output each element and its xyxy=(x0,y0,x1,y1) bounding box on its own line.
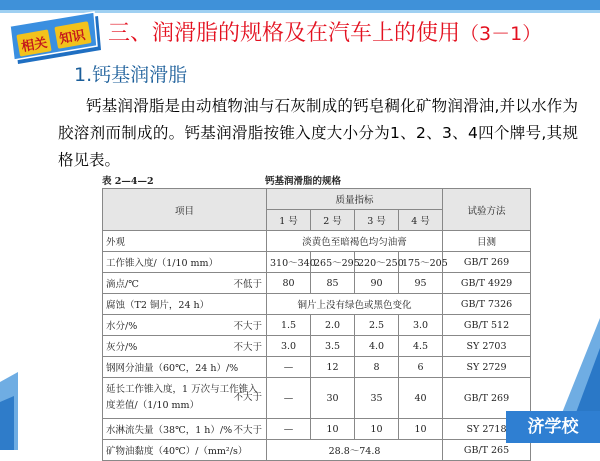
row-item xyxy=(103,252,267,273)
grade-4-value: 6 xyxy=(399,357,443,378)
slide-title xyxy=(108,16,541,47)
grade-4-value: 10 xyxy=(399,419,443,440)
row-test-method: GB/T 269 xyxy=(443,252,531,273)
row-item xyxy=(103,357,267,378)
row-item xyxy=(103,315,267,336)
section-heading: 1.钙基润滑脂 xyxy=(74,64,188,86)
spec-table-figure xyxy=(102,170,530,457)
badge-text-1: 相关 xyxy=(20,35,49,56)
row-item-label: 水淋流失量（38℃，1 h）/% xyxy=(106,425,233,436)
row-test-method: GB/T 4929 xyxy=(443,273,531,294)
row-spanned-value: 淡黄色至暗褐色均匀油膏 xyxy=(267,231,443,252)
header-quality: 质量指标 xyxy=(267,189,443,210)
header-grade-2: 2 号 xyxy=(311,210,355,231)
table-row xyxy=(103,252,531,273)
row-test-method: GB/T 265 xyxy=(443,440,531,461)
grade-3-value: 4.0 xyxy=(355,336,399,357)
header-grade-1: 1 号 xyxy=(267,210,311,231)
grade-2-value: 3.5 xyxy=(311,336,355,357)
grade-3-value: 10 xyxy=(355,419,399,440)
row-item xyxy=(103,419,267,440)
grade-3-value: 220～250 xyxy=(355,252,399,273)
row-condition: 不大于 xyxy=(233,392,262,403)
row-spanned-value: 铜片上没有绿色或黑色变化 xyxy=(267,294,443,315)
grade-3-value: 35 xyxy=(355,378,399,419)
corner-decoration-left xyxy=(0,372,18,450)
intro-paragraph: 钙基润滑脂是由动植物油与石灰制成的钙皂稠化矿物润滑油,并以水作为胶溶剂而制成的。钙基润滑脂按锥入度大小分为1、2、3、4四个牌号,其规格见表。 xyxy=(58,97,578,169)
row-test-method: SY 2729 xyxy=(443,357,531,378)
header-grade-3: 3 号 xyxy=(355,210,399,231)
grade-3-value: 8 xyxy=(355,357,399,378)
grade-2-value: 2.0 xyxy=(311,315,355,336)
grade-1-value: 1.5 xyxy=(267,315,311,336)
row-item xyxy=(103,273,267,294)
table-row xyxy=(103,357,531,378)
table-row xyxy=(103,336,531,357)
table-row xyxy=(103,315,531,336)
grade-4-value: 3.0 xyxy=(399,315,443,336)
row-item-label: 灰分/% xyxy=(106,342,138,353)
top-stripe xyxy=(0,0,600,10)
table-row xyxy=(103,419,531,440)
row-condition: 不大于 xyxy=(233,321,262,332)
row-item-label: 工作锥入度/（1/10 mm） xyxy=(106,258,219,269)
grade-4-value: 95 xyxy=(399,273,443,294)
grade-2-value: 265～295 xyxy=(311,252,355,273)
badge-text-2: 知识 xyxy=(58,27,87,48)
grade-1-value: 310～340 xyxy=(267,252,311,273)
grade-2-value: 30 xyxy=(311,378,355,419)
grade-2-value: 10 xyxy=(311,419,355,440)
grade-1-value: — xyxy=(267,378,311,419)
table-row xyxy=(103,378,531,419)
header-item: 项目 xyxy=(103,189,267,231)
grade-3-value: 90 xyxy=(355,273,399,294)
grade-4-value: 4.5 xyxy=(399,336,443,357)
grade-4-value: 175～205 xyxy=(399,252,443,273)
grade-1-value: 3.0 xyxy=(267,336,311,357)
row-item-label: 矿物油黏度（40℃）/（mm²/s） xyxy=(106,446,248,457)
row-item-label: 滴点/℃ xyxy=(106,279,139,290)
row-item-label: 水分/% xyxy=(106,321,138,332)
slide-title-text: 三、润滑脂的规格及在汽车上的使用 xyxy=(108,21,461,46)
row-test-method: GB/T 7326 xyxy=(443,294,531,315)
grade-1-value: — xyxy=(267,419,311,440)
row-condition: 不低于 xyxy=(233,279,262,290)
grade-1-value: 80 xyxy=(267,273,311,294)
grade-2-value: 12 xyxy=(311,357,355,378)
row-item xyxy=(103,231,267,252)
table-row xyxy=(103,294,531,315)
row-item xyxy=(103,440,267,461)
row-condition: 不大于 xyxy=(233,425,262,436)
row-test-method: 目测 xyxy=(443,231,531,252)
row-item-label: 延长工作锥入度，1 万次与工作锥入度差值/（1/10 mm） xyxy=(106,384,258,411)
slide-title-suffix: （3－1） xyxy=(460,23,542,45)
row-test-method: GB/T 512 xyxy=(443,315,531,336)
row-test-method: SY 2703 xyxy=(443,336,531,357)
grade-2-value: 85 xyxy=(311,273,355,294)
grade-3-value: 2.5 xyxy=(355,315,399,336)
row-item xyxy=(103,294,267,315)
corner-decoration-right xyxy=(560,318,600,418)
row-test-method: SY 2718 xyxy=(443,419,531,440)
table-title: 钙基润滑脂的规格 xyxy=(265,176,342,187)
row-item-label: 腐蚀（T2 铜片，24 h） xyxy=(106,300,210,311)
grade-4-value: 40 xyxy=(399,378,443,419)
row-test-method: GB/T 269 xyxy=(443,378,531,419)
grade-1-value: — xyxy=(267,357,311,378)
row-spanned-value: 28.8～74.8 xyxy=(267,440,443,461)
table-caption: 表 2—4—2 xyxy=(102,176,154,187)
row-item xyxy=(103,336,267,357)
table-row xyxy=(103,231,531,252)
row-item xyxy=(103,378,267,419)
table-row xyxy=(103,440,531,461)
spec-table xyxy=(102,188,531,461)
table-row xyxy=(103,273,531,294)
row-condition: 不大于 xyxy=(233,342,262,353)
row-item-label: 钢网分油量（60℃，24 h）/% xyxy=(106,363,239,374)
school-name-banner: 济学校 xyxy=(506,411,600,443)
row-item-label: 外观 xyxy=(106,237,126,248)
header-method: 试验方法 xyxy=(443,189,531,231)
header-grade-4: 4 号 xyxy=(399,210,443,231)
